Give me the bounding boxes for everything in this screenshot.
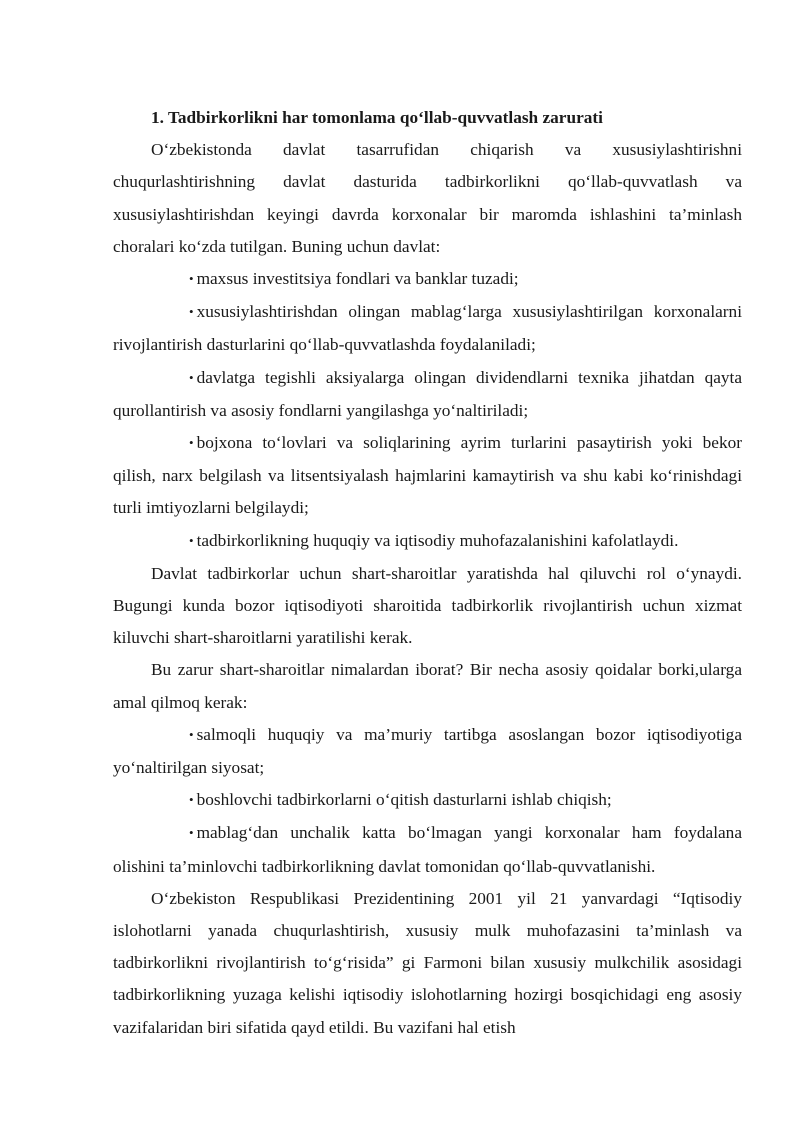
paragraph: Davlat tadbirkorlar uchun shart-sharoitlar yaratishda hal qiluvchi rol o‘ynaydi. Bugungi kunda bozor iqtisodiyoti sharoitida tadbirkorlik rivojlantirish uchun xizmat kiluvchi shart-sharoitlarni yaratilishi kerak. [113, 563, 742, 648]
bullet-item [113, 263, 742, 296]
bullet-item [113, 784, 742, 817]
bullet-icon: • [189, 792, 194, 808]
bullet-icon: • [189, 825, 194, 841]
bullet-icon: • [189, 369, 194, 385]
section-heading: 1. Tadbirkorlikni har tomonlama qo‘llab-quvvatlash zarurati [151, 108, 603, 127]
bullet-item [113, 719, 742, 784]
document-page [113, 102, 742, 1044]
bullet-item [113, 362, 742, 427]
paragraph: Bu zarur shart-sharoitlar nimalardan iborat? Bir necha asosiy qoidalar borki,ularga amal qilmoq kerak: [113, 660, 742, 712]
bullet-item [113, 427, 742, 525]
bullet-text: xususiylashtirishdan olingan mablag‘larga xususiylashtirilgan korxonalarni rivojlantirish dasturlarini qo‘llab-quvvatlashda foydalaniladi; [113, 302, 742, 355]
paragraph: O‘zbekistonda davlat tasarrufidan chiqarish va xususiylashtirishni chuqurlashtirishning davlat dasturida tadbirkorlikni qo‘llab-quvvatlash va xususiylashtirishdan keyingi davrda korxonalar bir maromda ishlashini ta’minlash choralari ko‘zda tutilgan. Buning uchun davlat: [113, 140, 742, 256]
bullet-icon: • [189, 435, 194, 451]
bullet-item [113, 525, 742, 558]
bullet-icon: • [189, 532, 194, 548]
bullet-text: salmoqli huquqiy va ma’muriy tartibga asoslangan bozor iqtisodiyotiga yo‘naltirilgan siyosat; [113, 724, 742, 778]
bullet-text: bojxona to‘lovlari va soliqlarining ayrim turlarini pasaytirish yoki bekor qilish, narx belgilash va litsentsiyalash hajmlarini kamaytirish va shu kabi ko‘rinishdagi turli imtiyozlarni belgilaydi; [113, 433, 742, 518]
bullet-text: boshlovchi tadbirkorlarni o‘qitish dasturlarni ishlab chiqish; [196, 790, 612, 810]
bullet-text: mablag‘dan unchalik katta bo‘lmagan yangi korxonalar ham foydalana olishini ta’minlovchi tadbirkorlikning davlat tomonidan qo‘llab-quvvatlanishi. [113, 823, 742, 876]
bullet-item [113, 296, 742, 361]
paragraph: O‘zbekiston Respublikasi Prezidentining 2001 yil 21 yanvardagi “Iqtisodiy islohotlarni yanada chuqurlashtirish, xususiy mulk muhofazasini ta’minlash va tadbirkorlikni rivojlantirish to‘g‘risida” gi Farmoni bilan xususiy mulkchilik asosidagi tadbirkorlikning yuzaga kelishi iqtisodiy islohotlarning hozirgi bosqichidagi eng asosiy vazifalaridan biri sifatida qayd etildi. Bu vazifani hal etish [113, 888, 742, 1037]
bullet-item [113, 817, 742, 882]
bullet-text: maxsus investitsiya fondlari va banklar tuzadi; [196, 269, 519, 289]
bullet-text: davlatga tegishli aksiyalarga olingan dividendlarni texnika jihatdan qayta qurollantirish va asosiy fondlarni yangilashga yo‘naltiriladi; [113, 367, 742, 420]
bullet-text: tadbirkorlikning huquqiy va iqtisodiy muhofazalanishini kafolatlaydi. [196, 530, 679, 550]
bullet-icon: • [189, 304, 194, 320]
bullet-icon: • [189, 271, 194, 287]
bullet-icon: • [189, 726, 194, 742]
